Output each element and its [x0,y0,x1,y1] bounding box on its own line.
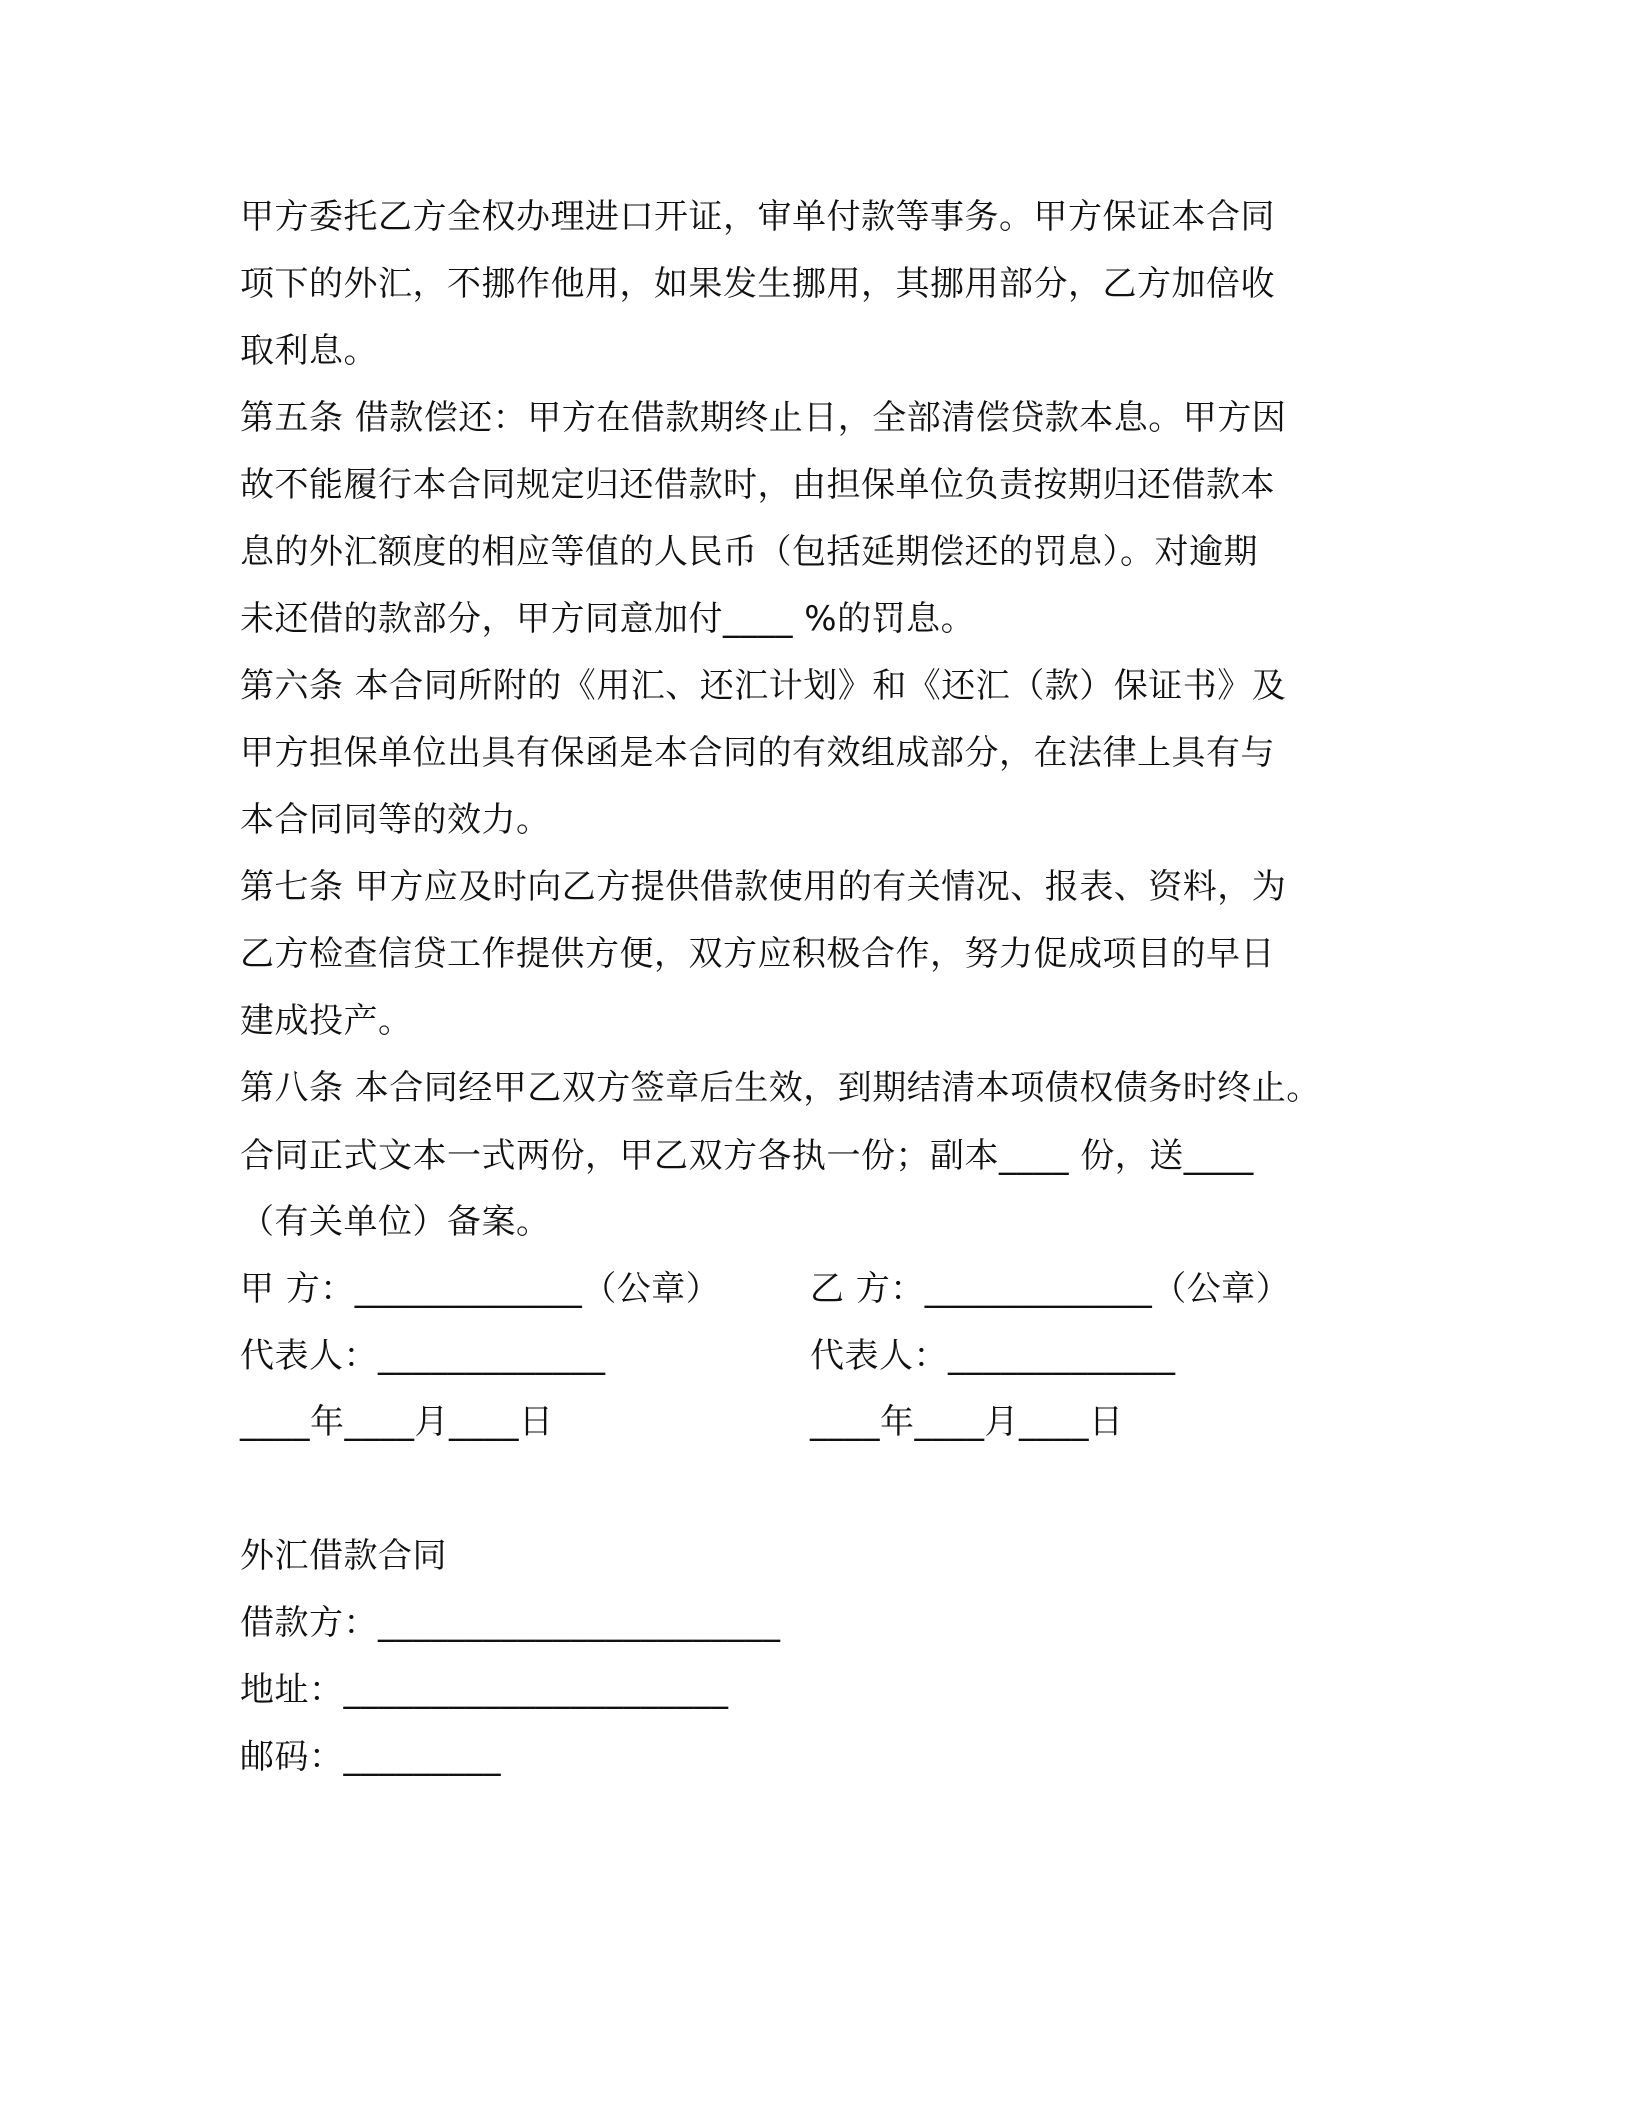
paragraph-line: 本合同同等的效力。 [240,800,551,840]
article-5-line: 第五条 借款偿还：甲方在借款期终止日，全部清偿贷款本息。甲方因 [240,398,1287,438]
paragraph-line: 息的外汇额度的相应等值的人民币（包括延期偿还的罚息）。对逾期 [240,532,1258,572]
article-7-line: 第七条 甲方应及时向乙方提供借款使用的有关情况、报表、资料，为 [240,867,1287,907]
paragraph-line: 项下的外汇，不挪作他用，如果发生挪用，其挪用部分，乙方加倍收 [240,264,1275,304]
party-b-signature: 乙 方：_____________（公章） [810,1269,1291,1309]
party-a-representative: 代表人：_____________ [240,1336,606,1376]
paragraph-line: 甲方担保单位出具有保函是本合同的有效组成部分，在法律上具有与 [240,733,1275,773]
party-b-date: ____年____月____日 [810,1402,1124,1442]
party-b-representative: 代表人：_____________ [810,1336,1176,1376]
paragraph-line: 未还借的款部分，甲方同意加付____ %的罚息。 [240,599,976,639]
paragraph-line: 合同正式文本一式两份，甲乙双方各执一份；副本____ 份，送____ [240,1136,1254,1176]
paragraph-line: 建成投产。 [240,1001,413,1041]
borrower-field: 借款方：_______________________ [240,1603,781,1643]
paragraph-line: （有关单位）备案。 [240,1202,551,1242]
paragraph-line: 甲方委托乙方全权办理进口开证，审单付款等事务。甲方保证本合同 [240,197,1275,237]
paragraph-line: 故不能履行本合同规定归还借款时，由担保单位负责按期归还借款本 [240,465,1275,505]
paragraph-line: 乙方检查信贷工作提供方便，双方应积极合作，努力促成项目的早日 [240,934,1275,974]
article-6-line: 第六条 本合同所附的《用汇、还汇计划》和《还汇（款）保证书》及 [240,666,1287,706]
address-field: 地址：______________________ [240,1670,729,1710]
paragraph-line: 取利息。 [240,331,378,371]
postcode-field: 邮码：_________ [240,1737,501,1777]
article-8-line: 第八条 本合同经甲乙双方签章后生效，到期结清本项债权债务时终止。 [240,1068,1321,1108]
party-a-date: ____年____月____日 [240,1402,554,1442]
contract-title: 外汇借款合同 [240,1536,447,1576]
party-a-signature: 甲 方：_____________（公章） [240,1269,721,1309]
